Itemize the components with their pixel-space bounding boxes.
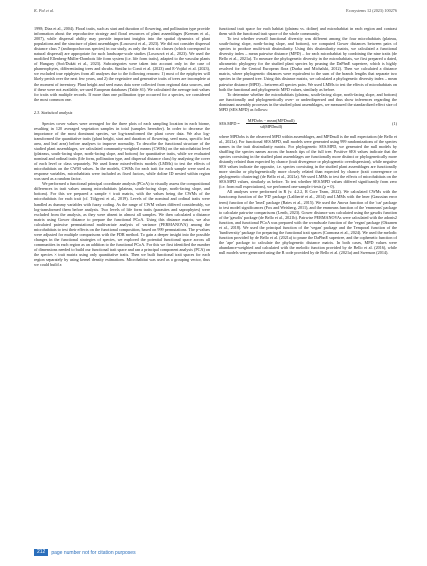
paragraph-ses-definition: where MPDobs is the observed MPD within assemblages, and MPDnull is the null expectation (de Bello et al., 2021a). For functional SES.MPD, null models were generated using 999 randomizations of the species names in the trait dissimilarity matrix. For phylogenetic SES.MPD, we generated the null models by shuffling the species names across the branch tips of the full tree. Positive SES values indicate that the species coexisting in the studied plant assemblages are functionally more distinct or phylogenetically more distantly related than expected by chance (trait divergence or phylogenetic overdispersion), while negative SES values indicate the opposite, i.e. species coexisting in the studied plant assemblages are functionally more similar or phylogenetically more closely related than expected by chance (trait convergence or phylogenetic clustering) (de Bello et al., 2021a). We used LMMs to test the effects of microhabitats on the SES.MPD values, similarly as before. To test whether SES.MPD values differed significantly from zero (i.e. from null expectations), we performed one-sample t-tests (μ = 0). (219, 133, 397, 190)
equation-fraction (246, 118, 297, 129)
paragraph-traits: 1998; Diaz et al., 2004). Floral traits, such as start and duration of flowering, and pollination type provide information about the reproductive strategy and floral resources of plant assemblages (Kremen et al., 2007), while dispersal ability may provide important insights into the spatial dynamics of plant populations and the structure of plant assemblages (Lososová et al., 2023). We did not consider dispersal distance class 7 (anthropochorous species) in our study, as only the first six classes (which correspond to natural dispersal) are appropriate for such landscape-scale studies (Lososová et al., 2023). We used the modified Ellenberg-Müller-Dombois life form system (i.e. life form traits), adapted to the vascular plants of Hungary (Soó/Dukát et al., 2023). Subcategories were taken into account only in the case of phanerophytes, differentiating trees and shrubs. Similar to Conti et al. (2023) and E-Vojtkó et al. (2023), we excluded true epiphytes from all analyses due to the following reasons: 1) most of the epiphytes will likely perish over the next few years, and 2) the vegetative and generative traits of trees are incomplete at the moment of inventory. Plant height and seed mass data were collected from regional data sources, and if these were not available, we used European databases (Table S1). We calculated the average trait values for traits with multiple records. If more than one pollination type occurred for a species, we considered the most common one. (34, 26, 210, 102)
running-header (34, 8, 397, 18)
equation-numerator: MPDobs − mean(MPDnull) (247, 117, 295, 123)
equation-denominator: sd(MPDnull) (260, 123, 283, 129)
section-heading-statistical-analysis: 2.3. Statistical analysis (34, 109, 73, 115)
paragraph-species-cover: Species cover values were averaged for the three plots of each sampling location in each biome, resulting in 120 averaged vegetation samples in total (samples hereafter). In order to decrease the importance of the most dominant species, we log-transformed the plant cover data. We also log-transformed the quantitative traits (plant height, start and duration of flowering, seed mass, specific leaf area, and leaf area) before analyses to improve normality. To describe the functional structure of the studied plant assemblages, we calculated community-weighted means (CWMs) on the microhabitat level (plateaus, south-facing slope, north-facing slope, and bottom) for quantitative traits, while we evaluated nominal and ordinal traits (life form, pollination type, and dispersal distance class) by analysing the cover of each level or class separately. We used linear mixed-effects models (LMMs) to test the effects of microhabitats on the CWM values. In the models, CWMs for each trait for each sample were used as response variables, microhabitats were included as fixed factors, while doline ID nested within region was used as a random factor. (34, 120, 210, 182)
footer-note: page number not for citation purposes (51, 549, 136, 556)
right-column (219, 26, 397, 255)
left-column (34, 26, 210, 267)
paragraph-pcoa: We performed a functional principal coordinate analysis (PCoA) to visually assess the compositional differences in trait values among microhabitats (plateau, south-facing slope, north-facing slope, and bottom). For this we prepared a sample × trait matrix, with the values being the CWMs of the microhabitats for each trait (cf. Tölgyesi et al., 2019). Levels of the nominal and ordinal traits were handled as dummy variables with fuzzy coding. As the range of CWM values differed considerably, we log-transformed them before analysis. Two levels of life form traits (parasites and saprophytes) were excluded from the analysis, as they were absent in almost all samples. We then calculated a distance matrix using Gower distance to prepare the functional PCoA. Using this distance matrix, we also calculated pairwise permutational multivariate analysis of variance (PERMANOVA) among the microhabitats to test their effects on the functional composition, based on 999 permutations. The p-values were adjusted for multiple comparisons with the FDR method. To gain a deeper insight into the possible changes in the functional strategies of species, we explored the potential functional space across all communities in each region as an addition to the functional PCoA. For this we first identified the number of dimensions needed to build our functional trait space and ran a principal component analysis (PCA) on the species × trait matrix using only quantitative traits. Then we built functional trait spaces for each region separately by using kernel density estimations. Microhabitat was used as a grouping vector, thus we could build a (34, 181, 210, 268)
header-journal: Ecosystems 12 (2023) 100276 (346, 8, 397, 13)
page-footer (34, 548, 136, 557)
equation-ses-mpd (219, 118, 397, 129)
page-number: 212 (34, 549, 48, 556)
equation-number: (1) (392, 120, 397, 126)
paragraph-software: All analyses were performed in R (v. 4.2.2, R Core Team, 2022). We calculated CWMs with the functcomp function of the 'FD' package (Laliberté et al., 2014) and LMMs with the lmer (Gaussian error term) function of the 'lme4' package (Bates et al., 2015). We used the Anova function of the 'car' package to test model significances (Fox and Weisberg, 2011), and the emmeans function of the 'emmeans' package to calculate pairwise comparisons (Lenth, 2023). Gower distance was calculated using the gawdis function of the 'gawdis' package (de Bello et al., 2021b). Pairwise PERMANOVAs were calculated with the adonis2 function, and functional PCoA was prepared with the wcmdscale function of the 'vegan' package (Oksanen et al., 2018). We used the principal function of the 'vegan' package and the Temporal function of the 'fundiversity' package for preparing the functional trait spaces (Carmona et al., 2024). We used the melodic function provided by de Bello et al. (2021a) to prune the DaPhnE supertree, and the cophenetic function of the 'ape' package to calculate the phylogenetic distance matrix. In both cases, MPD values were abundance-weighted and calculated with the melodic function provided by de Bello et al. (2016), while null models were generated using the R code provided by de Bello et al. (2021a) and Swenson (2014). (219, 189, 397, 255)
paragraph-ses-intro: To determine whether the microhabitats (plateau, south-facing slope, north-facing slope, and bottom) are functionally and phylogenetically over- or underdispersed and thus show inferences regarding the dominant assembly processes in the studied plant assemblages, we measured the standardized effect size of MPD (SES.MPD) as follows: (219, 91, 397, 112)
paragraph-mpd: To test whether overall functional diversity was different among the four microhabitats (plateau, south-facing slope, north-facing slope, and bottom), we computed Gower distances between pairs of species to produce multi-trait dissimilarity. Using this dissimilarity matrix, we calculated a functional diversity index – mean pairwise distance (MPD) – for each microhabitat by combining the nine traits (de Bello et al., 2021a). To measure the phylogenetic diversity in the microhabitats, we first prepared a dated, ultrametric phylogeny for the studied plant species by pruning the DaPhnE supertree, which is highly resolved for the Central European flora (Durka and Michalski, 2012). Then we calculated a distance matrix, where phylogenetic distances were equivalent to the sum of the branch lengths that separate two species in the pruned tree. Using this distance matrix, we calculated a phylogenetic diversity index – mean pairwise distance (MPD) – between all species pairs. We used LMMs to test the effects of microhabitats on both the functional and phylogenetic MPD values, similarly as before. (219, 36, 397, 92)
header-authors: K. Pal et al. (34, 8, 55, 13)
equation-lhs: SES.MPD = (219, 120, 240, 126)
paragraph-trait-space: functional trait space for each habitat (plateau vs. doline) and microhabitat in each region and contrast them with the functional trait space of the whole community. (219, 26, 397, 37)
